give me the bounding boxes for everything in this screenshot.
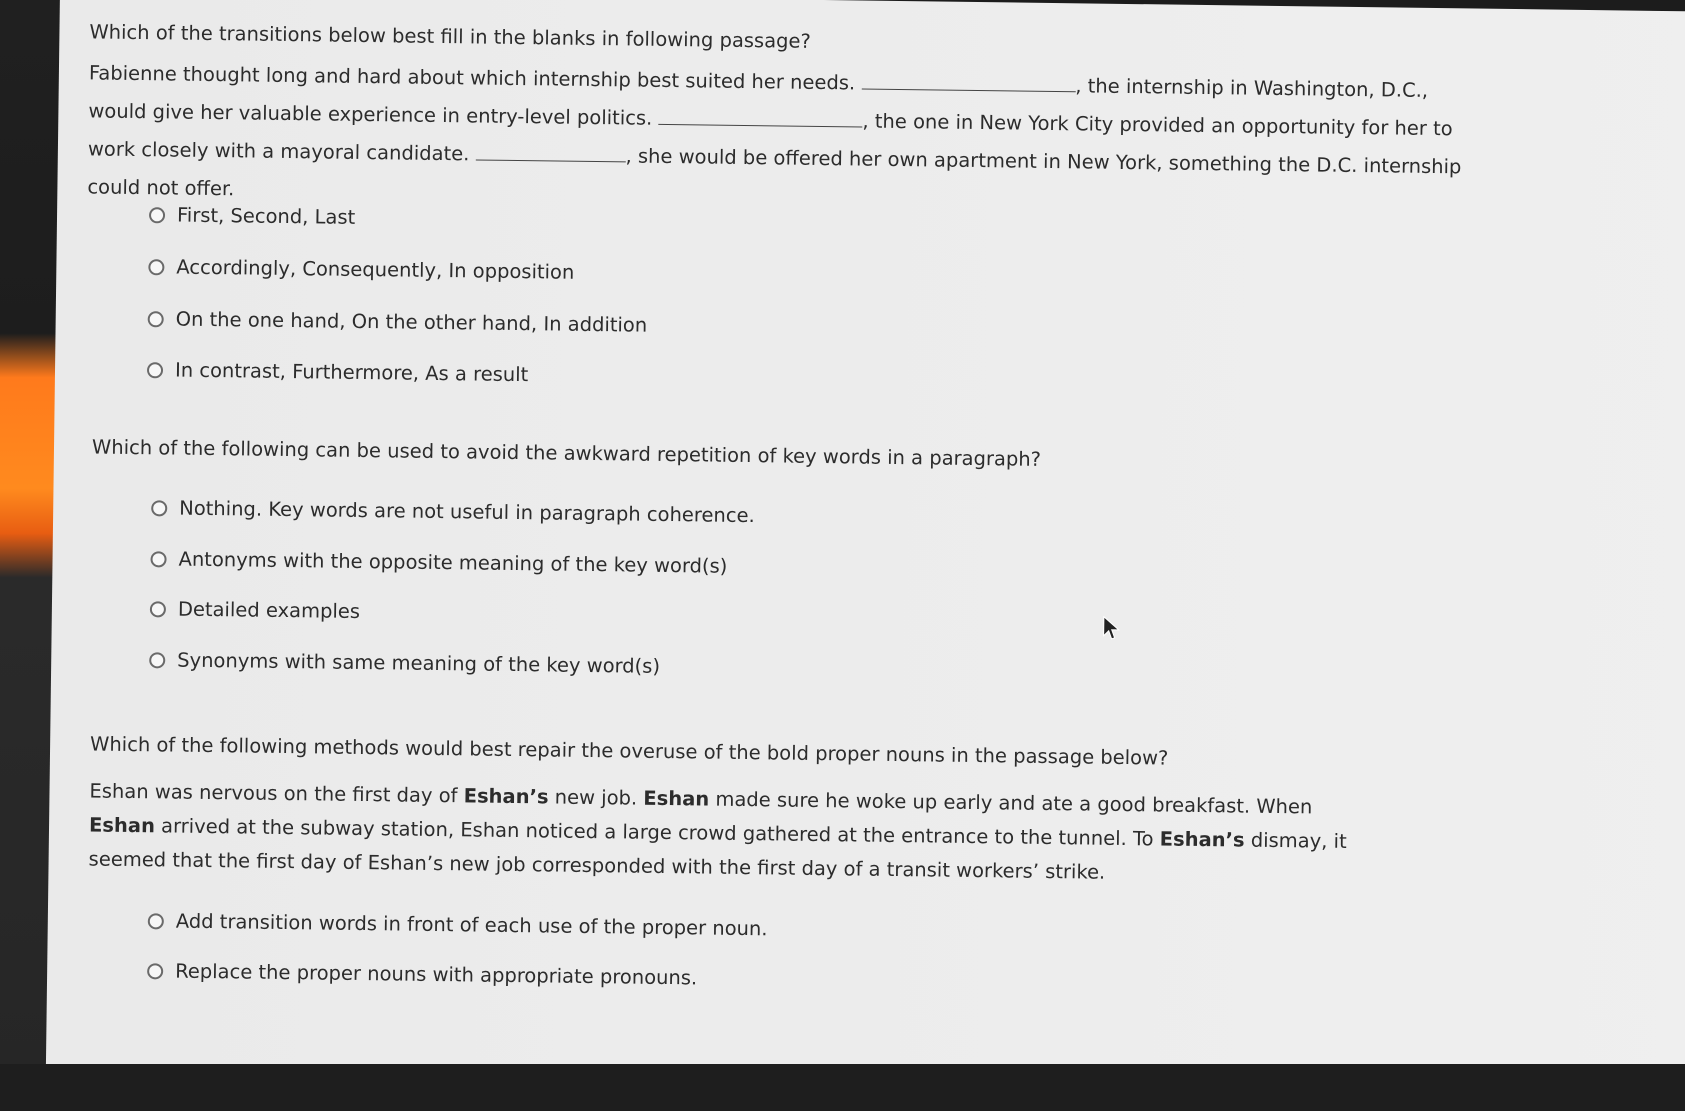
blank-3 xyxy=(475,139,625,162)
bold-proper-noun: Eshan’s xyxy=(1159,827,1245,852)
bold-proper-noun: Eshan xyxy=(643,786,710,811)
blank-2 xyxy=(658,104,862,128)
passage-sentence-3: , the one in New York City provided an opportunity for her to work closely with a mayoral candidate. xyxy=(87,109,1453,166)
mouse-cursor-icon xyxy=(1102,616,1120,642)
passage-text: made sure he woke up early and ate a good breakfast. When xyxy=(709,787,1313,819)
question-3-passage xyxy=(88,774,1379,893)
bold-proper-noun: Eshan’s xyxy=(463,784,549,809)
passage-sentence-1: Fabienne thought long and hard about which internship best suited her needs. xyxy=(88,61,856,95)
radio-button[interactable] xyxy=(150,551,166,567)
q2-option-3[interactable] xyxy=(150,597,360,623)
option-label: Nothing. Key words are not useful in paragraph coherence. xyxy=(179,496,755,528)
option-label: Detailed examples xyxy=(177,597,361,623)
option-label: Antonyms with the opposite meaning of the key word(s) xyxy=(178,547,728,578)
option-label: Accordingly, Consequently, In opposition xyxy=(176,255,575,284)
radio-button[interactable] xyxy=(150,601,166,617)
radio-button[interactable] xyxy=(148,259,164,275)
q1-option-2[interactable] xyxy=(148,255,574,284)
question-3-title: Which of the following methods would best repair the overuse of the bold proper nouns in the passage below? xyxy=(89,732,1169,770)
passage-sentence-2: , the internship in Washington, D.C., would give her valuable experience in entry-level politics. xyxy=(88,74,1429,130)
passage-text: new job. xyxy=(548,785,644,810)
monitor-bottom-bezel xyxy=(0,1064,1685,1111)
option-label: First, Second, Last xyxy=(176,203,356,229)
radio-button[interactable] xyxy=(148,311,164,327)
option-label: Add transition words in front of each use of the proper noun. xyxy=(175,909,768,941)
option-label: Replace the proper nouns with appropriate pronouns. xyxy=(175,959,698,990)
question-2-title: Which of the following can be used to avoid the awkward repetition of key words in a paragraph? xyxy=(91,435,1042,471)
q1-option-4[interactable] xyxy=(147,358,529,386)
q2-option-4[interactable] xyxy=(149,648,660,678)
radio-button[interactable] xyxy=(151,500,167,516)
question-1-passage xyxy=(87,54,1469,224)
q2-option-2[interactable] xyxy=(150,547,727,578)
passage-text: arrived at the subway station, Eshan noticed a large crowd gathered at the entrance to the tunnel. To xyxy=(154,814,1160,851)
option-label: In contrast, Furthermore, As a result xyxy=(174,358,529,387)
radio-button[interactable] xyxy=(149,207,165,223)
passage-sentence-4: , she would be offered her own apartment in New York, something the D.C. internship could not offer. xyxy=(87,144,1462,201)
option-label: Synonyms with same meaning of the key word(s) xyxy=(177,648,661,678)
option-label: On the one hand, On the other hand, In addition xyxy=(175,307,648,337)
question-1-title: Which of the transitions below best fill in the blanks in following passage? xyxy=(89,20,811,53)
passage-text: Eshan was nervous on the first day of xyxy=(89,779,464,808)
q2-option-1[interactable] xyxy=(151,496,755,527)
bold-proper-noun: Eshan xyxy=(88,813,156,838)
radio-button[interactable] xyxy=(149,652,165,668)
q1-option-1[interactable] xyxy=(149,203,356,229)
quiz-page xyxy=(46,0,1685,1094)
radio-button[interactable] xyxy=(147,963,163,979)
q3-option-2[interactable] xyxy=(147,959,697,989)
passage-text: dismay, it seemed that the first day of Eshan’s new job corresponded with the first day of a transit workers’ strike. xyxy=(88,828,1347,884)
radio-button[interactable] xyxy=(147,362,163,378)
q1-option-3[interactable] xyxy=(148,307,648,337)
radio-button[interactable] xyxy=(148,913,164,929)
q3-option-1[interactable] xyxy=(148,909,768,940)
blank-1 xyxy=(861,68,1075,92)
